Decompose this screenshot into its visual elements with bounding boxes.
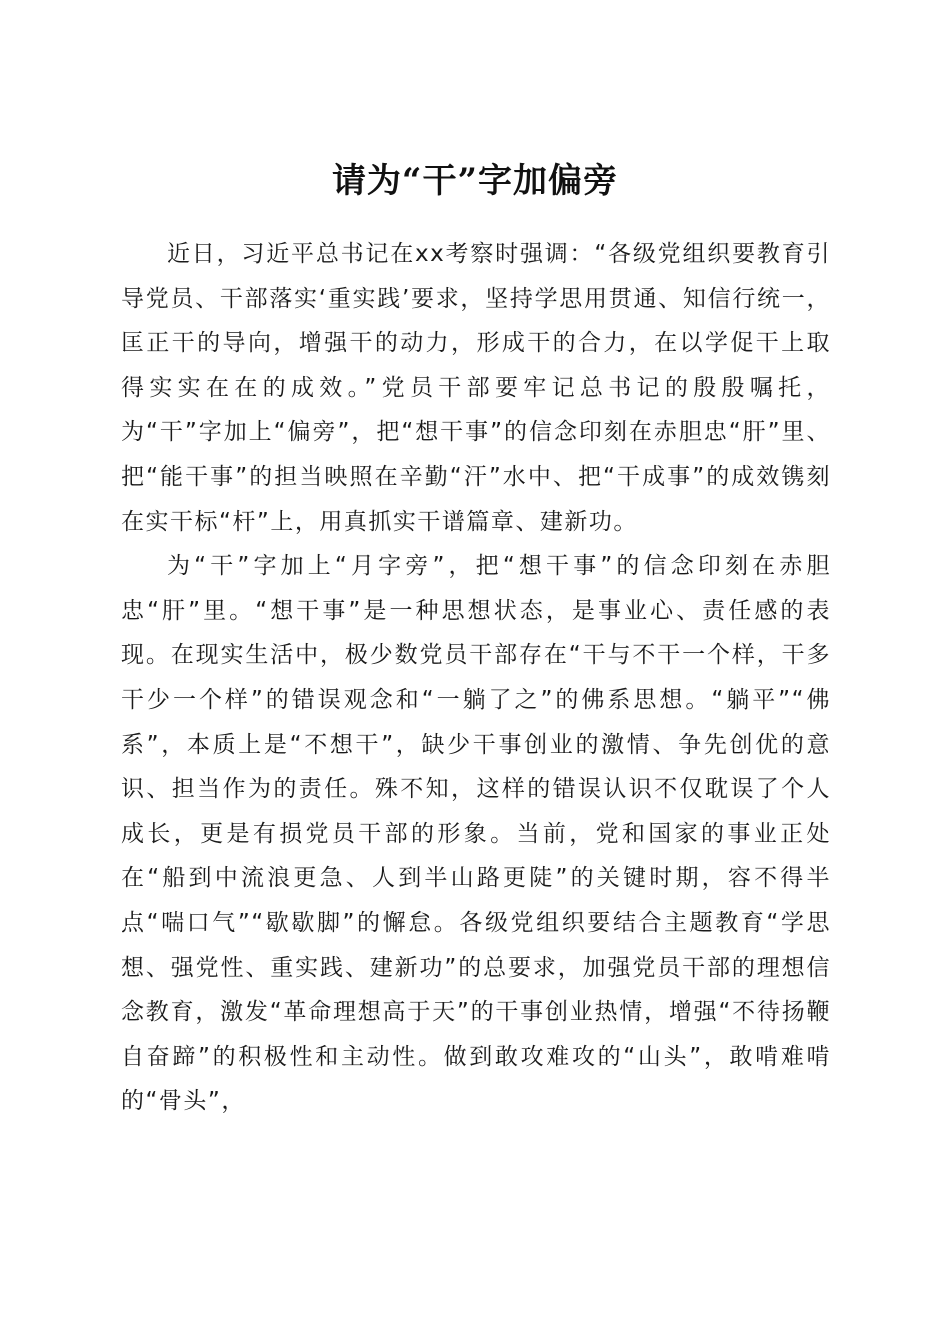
document-body <box>121 232 831 1124</box>
paragraph-1: 近日，习近平总书记在xx考察时强调：“各级党组织要教育引导党员、干部落实‘重实践’要求，坚持学思用贯通、知信行统一，匡正干的导向，增强干的动力，形成干的合力，在以学促干上取得实实在在的成效。”党员干部要牢记总书记的殷殷嘱托，为“干”字加上“偏旁”，把“想干事”的信念印刻在赤胆忠“肝”里、把“能干事”的担当映照在辛勤“汗”水中、把“干成事”的成效镌刻在实干标“杆”上，用真抓实干谱篇章、建新功。 <box>121 241 831 535</box>
document-title: 请为“干”字加偏旁 <box>331 160 619 201</box>
paragraph-2: 为“干”字加上“月字旁”，把“想干事”的信念印刻在赤胆忠“肝”里。“想干事”是一种思想状态，是事业心、责任感的表现。在现实生活中，极少数党员干部存在“干与不干一个样，干多干少一个样”的错误观念和“一躺了之”的佛系思想。“躺平”“佛系”，本质上是“不想干”，缺少干事创业的激情、争先创优的意识、担当作为的责任。殊不知，这样的错误认识不仅耽误了个人成长，更是有损党员干部的形象。当前，党和国家的事业正处在“船到中流浪更急、人到半山路更陡”的关键时期，容不得半点“喘口气”“歇歇脚”的懈怠。各级党组织要结合主题教育“学思想、强党性、重实践、建新功”的总要求，加强党员干部的理想信念教育，激发“革命理想高于天”的干事创业热情，增强“不待扬鞭自奋蹄”的积极性和主动性。做到敢攻难攻的“山头”，敢啃难啃的“骨头”， <box>121 553 831 1115</box>
